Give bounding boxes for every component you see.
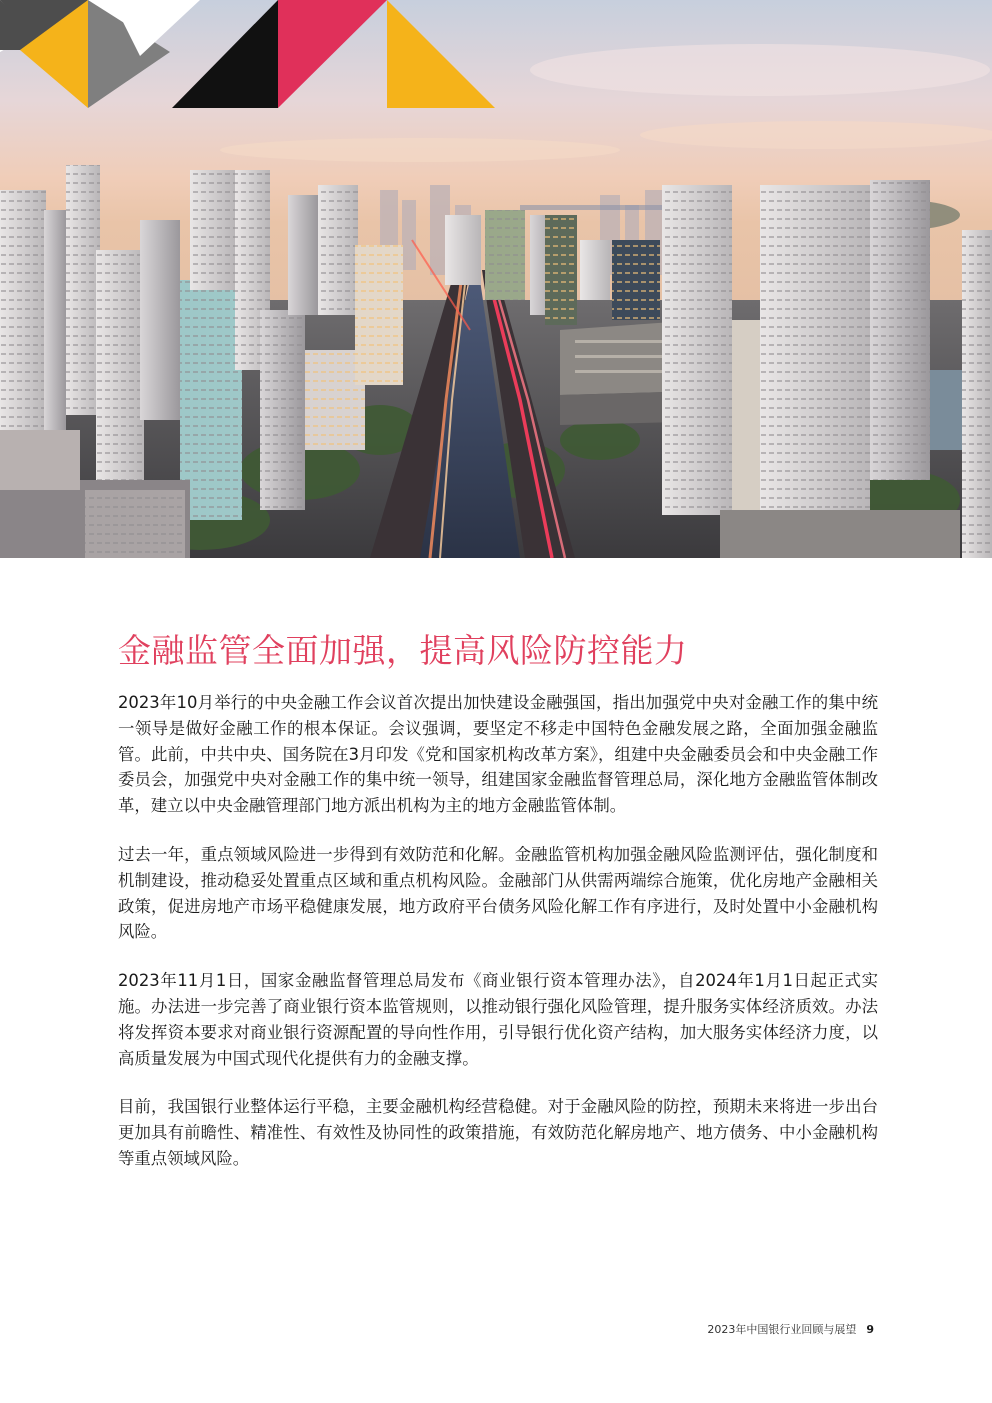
hero-image (0, 0, 992, 558)
paragraph-3: 2023年11月1日，国家金融监督管理总局发布《商业银行资本管理办法》，自2024年1月1日起正式实施。办法进一步完善了商业银行资本监管规则，以推动银行强化风险管理，提升服务实体经济质效。办法将发挥资本要求对商业银行资源配置的导向性作用，引导银行优化资产结构，加大服务实体经济力度，以高质量发展为中国式现代化提供有力的金融支撑。 (118, 971, 878, 1068)
paragraph-2: 过去一年，重点领域风险进一步得到有效防范和化解。金融监管机构加强金融风险监测评估，强化制度和机制建设，推动稳妥处置重点区域和重点机构风险。金融部门从供需两端综合施策，优化房地产金融相关政策，促进房地产市场平稳健康发展，地方政府平台债务风险化解工作有序进行，及时处置中小金融机构风险。 (118, 844, 878, 942)
article-body (118, 690, 878, 1195)
page-title: 金融监管全面加强，提高风险防控能力 (118, 631, 688, 670)
page-footer (707, 1322, 874, 1338)
footer-publication-title: 2023年中国银行业回顾与展望 (707, 1323, 857, 1336)
page-number: 9 (866, 1323, 874, 1336)
paragraph-1: 2023年10月举行的中央金融工作会议首次提出加快建设金融强国，指出加强党中央对金融工作的集中统一领导是做好金融工作的根本保证。会议强调，要坚定不移走中国特色金融发展之路，全面加强金融监管。此前，中共中央、国务院在3月印发《党和国家机构改革方案》，组建中央金融委员会和中央金融工作委员会，加强党中央对金融工作的集中统一领导，组建国家金融监督管理总局，深化地方金融监管体制改革，建立以中央金融管理部门地方派出机构为主的地方金融监管体制。 (118, 693, 878, 816)
city-skyline-illustration (0, 0, 992, 558)
paragraph-4: 目前，我国银行业整体运行平稳，主要金融机构经营稳健。对于金融风险的防控，预期未来将进一步出台更加具有前瞻性、精准性、有效性及协同性的政策措施，有效防范化解房地产、地方债务、中小金融机构等重点领域风险。 (118, 1097, 878, 1168)
